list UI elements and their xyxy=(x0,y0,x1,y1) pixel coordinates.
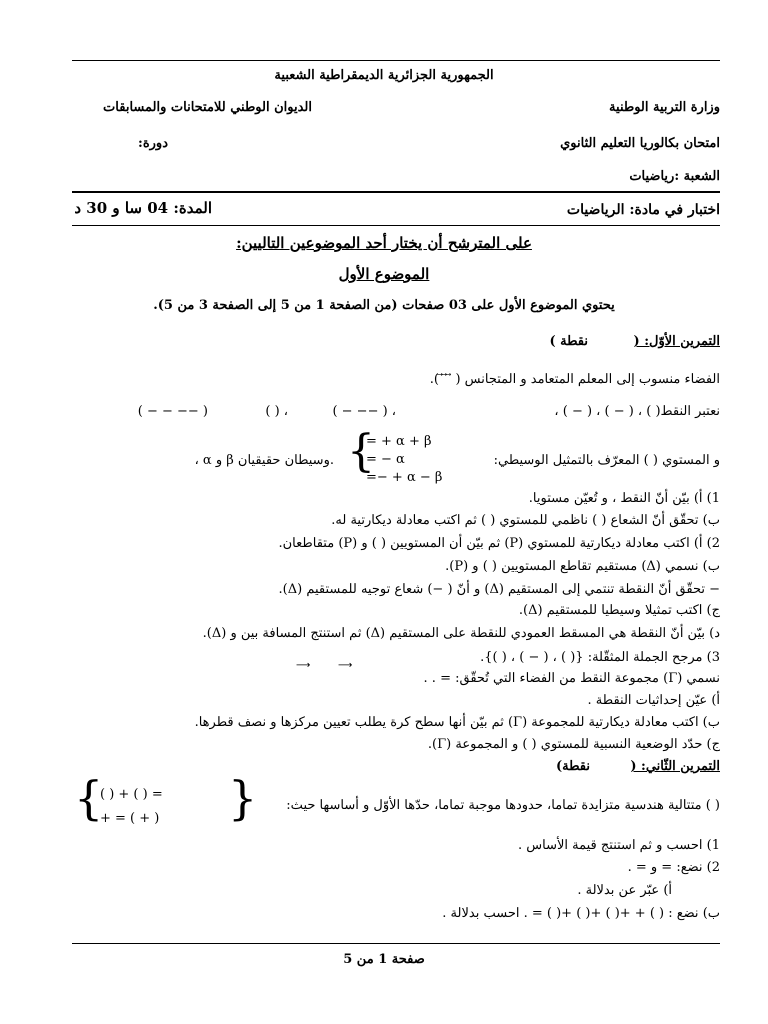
ex2-sys-eq-2: + = ( + ) xyxy=(100,811,160,826)
ministry-label: وزارة التربية الوطنية xyxy=(609,100,720,115)
ex1-q2b: ب) نسمي (Δ) مستقيم تقاطع المستويين ( ) و (P). xyxy=(445,559,720,574)
ex1-q2e: د) بيّن أنّ النقطة هي المسقط العمودي للنقطة على المستقيم (Δ) ثم استنتج المسافة بين و (Δ). xyxy=(202,626,720,641)
branch-label: الشعبة :رياضيات xyxy=(629,169,720,184)
pages-note: يحتوي الموضوع الأول على 03 صفحات (من الصفحة 1 من 5 إلى الصفحة 3 من 5). xyxy=(153,298,615,313)
system-brace: } xyxy=(228,771,258,825)
ex2-q2a: أ) عبّر عن بدلالة . xyxy=(577,883,672,898)
ex1-points-list: نعتبر النقط( ) ، ( − ) ، ( − ) ، xyxy=(554,404,720,419)
republic-header: الجمهورية الجزائرية الديمقراطية الشعبية xyxy=(274,68,494,83)
ex1-q3b: نسمي (Γ) مجموعة النقط من الفضاء التي تُحقّق: = . . xyxy=(423,671,720,686)
ex1-point-3: ( − −− ) ، xyxy=(332,404,396,419)
exam-label: امتحان بكالوريا التعليم الثانوي xyxy=(560,136,720,151)
ex1-params-note: ، α و β وسيطان حقيقيان. xyxy=(194,453,334,468)
duration-label: المدة: 04 سا و 30 د xyxy=(74,199,212,217)
ex1-line1: الفضاء منسوب إلى المعلم المتعامد و المتجانس ( ⃗ ⃗ ⃗ ). xyxy=(429,372,720,387)
ex2-q1: 1) احسب و ثم استنتج قيمة الأساس . xyxy=(517,838,720,853)
exercise1-points: نقطة ) xyxy=(549,334,588,349)
vector-arrow: ⟶ xyxy=(338,660,353,671)
ex1-q3: 3) مرجح الجملة المثقّلة: {( ) ، ( − ) ، ( )}. xyxy=(480,650,720,665)
topic-title: الموضوع الأول xyxy=(338,265,430,283)
ex1-point-2: ( ) ، xyxy=(265,404,288,419)
system-brace: { xyxy=(347,426,375,477)
ex2-sys-eq-1: ( ) + ( ) = xyxy=(100,787,163,802)
footer-rule xyxy=(72,943,720,944)
param-eq-3: =− + α − β xyxy=(366,470,443,485)
ex1-plane-def: و المستوي ( ) المعرّف بالتمثيل الوسيطي: xyxy=(493,453,720,468)
top-rule xyxy=(72,60,720,61)
ex1-q2a: 2) أ) اكتب معادلة ديكارتية للمستوي (P) ثم بيّن أن المستويين ( ) و (P) متقاطعان. xyxy=(278,536,720,551)
ex2-q2: 2) نضع: = و = . xyxy=(627,860,720,875)
office-label: الديوان الوطني للامتحانات والمسابقات xyxy=(103,100,312,115)
session-label: دورة: xyxy=(138,136,168,151)
ex1-q2d: ج) اكتب تمثيلا وسيطيا للمستقيم (Δ). xyxy=(518,603,720,618)
ex2-line1: ( ) متتالية هندسية متزايدة تماما، حدودها موجبة تماما، حدّها الأوّل و أساسها حيث: xyxy=(286,798,720,813)
ex1-point-1: ( − − −− ) xyxy=(137,404,208,419)
vector-arrow: ⟶ xyxy=(296,660,311,671)
ex1-q3d: ب) اكتب معادلة ديكارتية للمجموعة (Γ) ثم بيّن أنها سطح كرة يطلب تعيين مركزها و نصف قطرها. xyxy=(194,715,720,730)
header-rule xyxy=(72,191,720,193)
subject-label: اختبار في مادة: الرياضيات xyxy=(566,202,720,218)
ex1-q2c: − تحقّق أنّ النقطة تنتمي إلى المستقيم (Δ) و أنّ ( −) شعاع توجيه للمستقيم (Δ). xyxy=(278,582,720,597)
param-eq-2: = − α xyxy=(366,452,405,467)
ex1-q1a: 1) أ) بيّن أنّ النقط ، و تُعيّن مستويا. xyxy=(528,491,720,506)
param-eq-1: = + α + β xyxy=(366,434,432,449)
exercise2-points: نقطة) xyxy=(556,759,590,774)
ex1-q3c: أ) عيّن إحداثيات النقطة . xyxy=(587,693,720,708)
page-number: صفحة 1 من 5 xyxy=(343,952,425,967)
exercise1-title: التمرين الأوّل: ( xyxy=(633,334,720,349)
exercise2-title: التمرين الثّاني: ( xyxy=(630,759,720,774)
ex1-q1b: ب) تحقّق أنّ الشعاع ( ) ناظمي للمستوي ( ) ثم اكتب معادلة ديكارتية له. xyxy=(331,513,720,528)
ex1-q3e: ج) حدّد الوضعية النسبية للمستوي ( ) و المجموعة (Γ). xyxy=(427,737,720,752)
choose-instruction: على المترشح أن يختار أحد الموضوعين التاليين: xyxy=(236,234,532,252)
subject-rule xyxy=(72,225,720,226)
system-brace: { xyxy=(74,771,104,825)
ex2-q2b: ب) نضع : ( ) + +( ) +( ) +( ) = . احسب بدلالة . xyxy=(442,906,720,921)
